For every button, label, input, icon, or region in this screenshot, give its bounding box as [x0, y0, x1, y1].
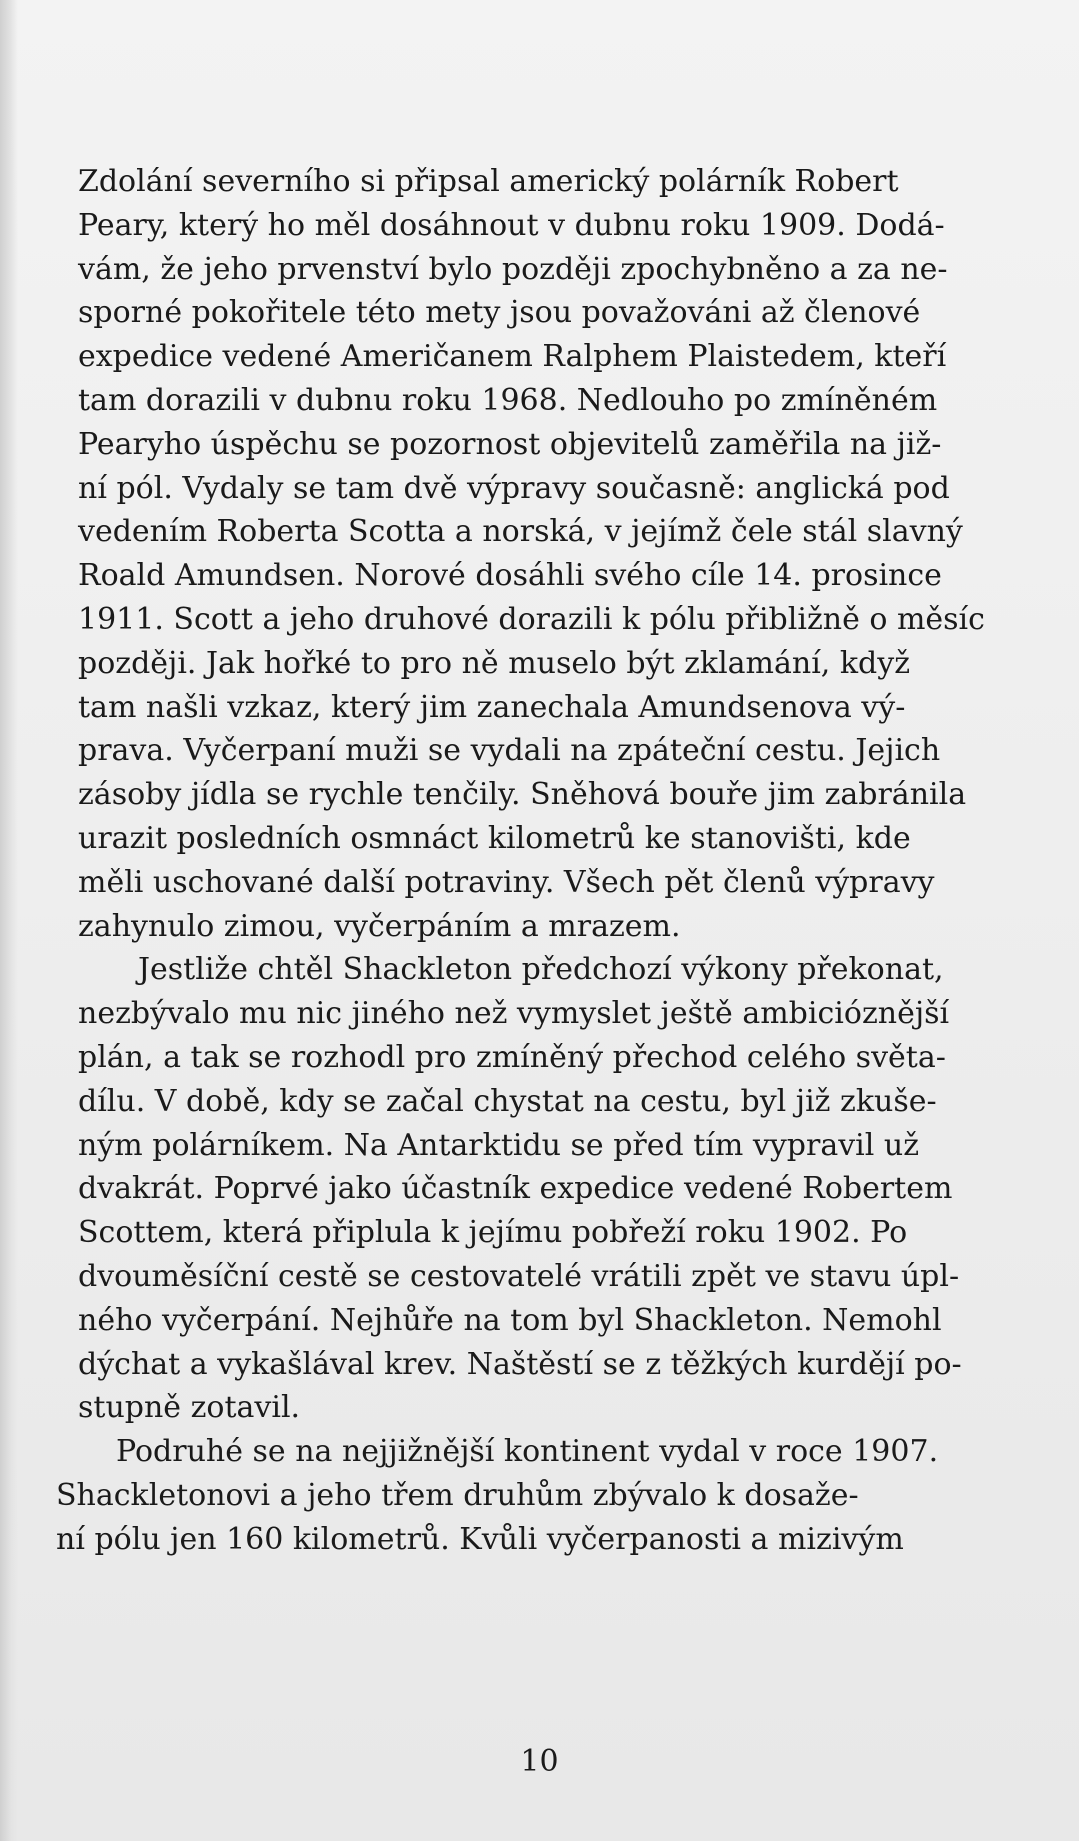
text-line: Pearyho úspěchu se pozornost objevitelů zaměřila na již-	[78, 426, 942, 462]
text-line: později. Jak hořké to pro ně muselo být zklamání, když	[78, 645, 911, 681]
text-line: dvouměsíční cestě se cestovatelé vrátili zpět ve stavu úpl-	[78, 1258, 960, 1294]
text-line: ným polárníkem. Na Antarktidu se před tím vypravil už	[78, 1127, 920, 1163]
text-line: ného vyčerpání. Nejhůře na tom byl Shackleton. Nemohl	[78, 1302, 942, 1338]
text-line: tam našli vzkaz, který jim zanechala Amundsenova vý-	[78, 689, 906, 725]
text-line: tam dorazili v dubnu roku 1968. Nedlouho po zmíněném	[78, 382, 938, 418]
text-line: sporné pokořitele této mety jsou považováni až členové	[78, 295, 921, 331]
text-line: 1911. Scott a jeho druhové dorazili k pólu přibližně o měsíc	[78, 601, 985, 637]
text-line: nezbývalo mu nic jiného než vymyslet ještě ambicióznější	[78, 996, 950, 1032]
text-line: plán, a tak se rozhodl pro zmíněný přechod celého světa-	[78, 1039, 946, 1075]
text-line: měli uschované další potraviny. Všech pět členů výpravy	[78, 864, 935, 900]
page-binding-edge	[0, 0, 18, 1841]
text-line: Peary, který ho měl dosáhnout v dubnu roku 1909. Dodá-	[78, 207, 945, 243]
text-line: zahynulo zimou, vyčerpáním a mrazem.	[78, 908, 681, 944]
text-line: dvakrát. Poprvé jako účastník expedice vedené Robertem	[78, 1171, 953, 1207]
body-text	[56, 160, 1018, 1562]
text-line: ní pólu jen 160 kilometrů. Kvůli vyčerpanosti a mizivým	[56, 1521, 904, 1557]
text-line: vedením Roberta Scotta a norská, v jejímž čele stál slavný	[78, 514, 963, 550]
text-line: Roald Amundsen. Norové dosáhli svého cíle 14. prosince	[78, 558, 942, 594]
text-line: ní pól. Vydaly se tam dvě výpravy současně: anglická pod	[78, 470, 950, 506]
text-line: urazit posledních osmnáct kilometrů ke stanovišti, kde	[78, 820, 911, 856]
text-line: Scottem, která připlula k jejímu pobřeží roku 1902. Po	[78, 1215, 908, 1251]
text-line: Zdolání severního si připsal americký polárník Robert	[78, 164, 899, 199]
paragraph-first-line: Podruhé se na nejjižnější kontinent vydal v roce 1907.	[116, 1434, 939, 1470]
text-line: prava. Vyčerpaní muži se vydali na zpáteční cestu. Jejich	[78, 733, 941, 769]
text-line: dýchat a vykašlával krev. Naštěstí se z těžkých kurdějí po-	[78, 1346, 962, 1382]
page-number: 10	[520, 1744, 559, 1779]
text-line: dílu. V době, kdy se začal chystat na cestu, byl již zkuše-	[78, 1083, 937, 1119]
paragraph-first-line: Jestliže chtěl Shackleton předchozí výkony překonat,	[138, 952, 944, 988]
text-line: expedice vedené Američanem Ralphem Plaistedem, kteří	[78, 339, 947, 375]
text-line: stupně zotavil.	[78, 1390, 301, 1426]
text-line: zásoby jídla se rychle tenčily. Sněhová bouře jim zabránila	[78, 777, 967, 813]
text-line: Shackletonovi a jeho třem druhům zbývalo k dosaže-	[56, 1477, 859, 1513]
text-line: vám, že jeho prvenství bylo později zpochybněno a za ne-	[78, 251, 948, 287]
